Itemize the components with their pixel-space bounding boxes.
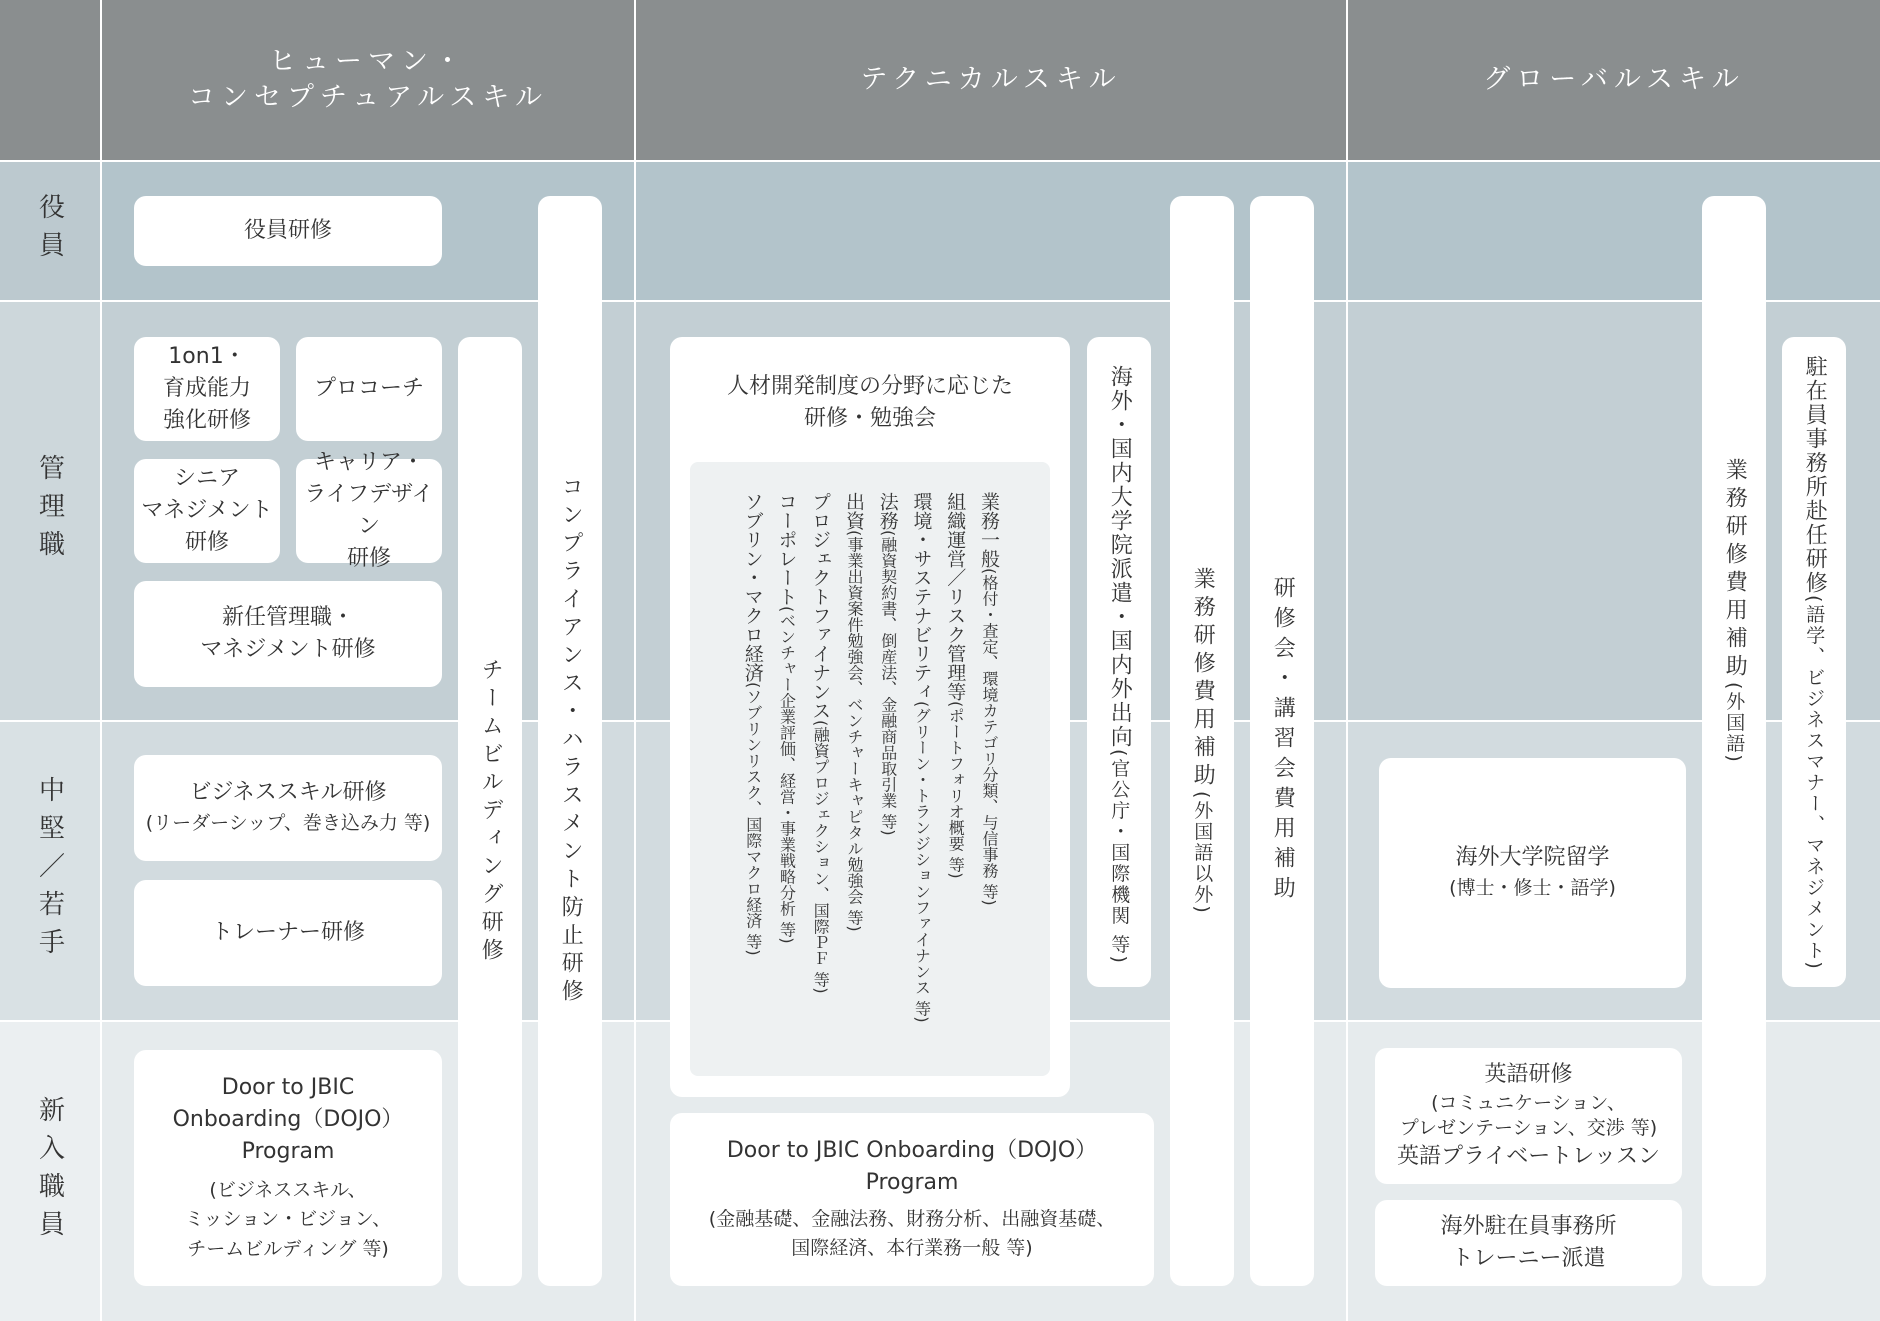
dispatch-text — [1106, 365, 1132, 965]
field-main: コーポレート — [775, 492, 798, 606]
rep-office-assignment-training-bar — [1782, 337, 1846, 987]
trainee-line: トレーニー派遣 — [1451, 1246, 1606, 1271]
business-skill-label: ビジネススキル研修 — [189, 780, 387, 806]
row-label-mid-junior — [0, 722, 100, 1020]
field-main: プロジェクトファイナンス — [809, 492, 832, 720]
row-label-new-hire-text: 新入職員 — [34, 1095, 65, 1248]
subsidy-detail: (外国語以外) — [1191, 791, 1214, 915]
column-divider — [634, 0, 636, 1321]
exec-training-box — [134, 196, 442, 266]
dojo-line: Onboarding（DOJO） — [172, 1106, 404, 1132]
rep-office-main: 駐在員事務所赴任研修 — [1802, 355, 1828, 595]
dispatch-detail: (官公庁・国際機関 等) — [1108, 749, 1131, 965]
field-title-line: 人材開発制度の分野に応じた — [726, 374, 1013, 399]
global-training-cost-subsidy-bar — [1702, 196, 1766, 1286]
field-main: 環境・サステナビリティ — [910, 492, 933, 701]
subsidy-text — [1189, 567, 1215, 915]
dojo-note-line: (ビジネススキル、 — [209, 1178, 367, 1201]
technical-dojo-title2: Program — [865, 1170, 959, 1196]
field-item-corporate — [774, 492, 798, 1076]
field-item-sustainability — [909, 492, 933, 1076]
dojo-program-box — [134, 1050, 442, 1286]
english-line: プレゼンテーション、交渉 等) — [1399, 1117, 1658, 1139]
field-main: 法務 — [876, 492, 899, 530]
technical-dojo-title: Door to JBIC Onboarding（DOJO） — [726, 1138, 1098, 1164]
field-main: 組織運営／リスク管理等 — [944, 492, 967, 701]
seminar-subsidy-label: 研修会・講習会費用補助 — [1270, 576, 1296, 906]
field-main: 出資 — [843, 492, 865, 530]
field-item-legal — [875, 492, 899, 1076]
global-subsidy-main: 業務研修費用補助 — [1722, 458, 1748, 683]
field-detail: (ベンチャー企業評価、経営・事業戦略分析 等) — [777, 606, 797, 944]
senior-management-training-box — [134, 459, 280, 563]
field-detail: (融資契約書、倒産法、金融商品取引業 等) — [878, 530, 898, 836]
field-detail: (ソブリンリスク、国際マクロ経済 等) — [743, 682, 763, 956]
new-manager-line: 新任管理職・ — [221, 605, 354, 631]
global-subsidy-text — [1721, 458, 1747, 764]
senior-mgmt-line: マネジメント — [141, 498, 273, 524]
row-label-manager-text: 管理職 — [34, 454, 65, 568]
field-item-project-finance — [808, 492, 832, 1076]
career-line: 研修 — [346, 545, 391, 571]
field-item-organization-risk — [943, 492, 967, 1076]
one-on-one-line: 育成能力 — [162, 376, 251, 402]
dojo-line: Door to JBIC — [221, 1075, 355, 1100]
business-skill-note: (リーダーシップ、巻き込み力 等) — [145, 812, 431, 835]
row-label-new-hire — [0, 1022, 100, 1321]
rep-office-detail: (語学、ビジネスマナー、マネジメント) — [1803, 595, 1826, 971]
graduate-school-dispatch-bar — [1087, 337, 1151, 987]
dojo-line: Program — [241, 1138, 335, 1164]
field-title-line: 研修・勉強会 — [803, 405, 936, 431]
trainee-line: 海外駐在員事務所 — [1440, 1214, 1617, 1240]
seminar-cost-subsidy-bar — [1250, 196, 1314, 1286]
row-label-mid-junior-text: 中堅／若手 — [34, 776, 65, 966]
overseas-grad-label: 海外大学院留学 — [1455, 845, 1610, 871]
rep-office-text — [1801, 355, 1827, 971]
compliance-label: コンプライアンス・ハラスメント防止研修 — [558, 475, 584, 1007]
english-line: 英語研修 — [1484, 1062, 1573, 1088]
column-divider — [1346, 0, 1348, 1321]
header-human-conceptual — [102, 0, 634, 160]
training-cost-subsidy-bar — [1170, 196, 1234, 1286]
one-on-one-line: 1on1・ — [168, 344, 246, 370]
procoach-label: プロコーチ — [313, 376, 424, 402]
field-item-equity — [841, 492, 865, 1076]
field-detail: (グリーン・トランジションファイナンス 等) — [912, 701, 932, 1023]
technical-dojo-note-line: 国際経済、本行業務一般 等) — [791, 1237, 1033, 1260]
dojo-note-line: チームビルディング 等) — [187, 1237, 389, 1260]
overseas-office-trainee-box — [1375, 1200, 1682, 1286]
field-item-general-business — [976, 492, 1000, 1076]
dojo-note-line: ミッション・ビジョン、 — [184, 1208, 392, 1231]
global-subsidy-detail: (外国語) — [1723, 682, 1746, 764]
field-main: ソブリン・マクロ経済 — [741, 492, 764, 682]
business-skill-training-box — [134, 755, 442, 861]
english-line: (コミュニケーション、 — [1431, 1092, 1626, 1115]
subsidy-main: 業務研修費用補助 — [1190, 567, 1216, 792]
field-detail: (ポートフォリオ概要 等) — [946, 701, 966, 879]
career-line: キャリア・ — [313, 450, 424, 476]
team-building-label: チームビルディング研修 — [478, 657, 504, 966]
header-global-label: グローバルスキル — [1483, 63, 1745, 95]
senior-mgmt-line: 研修 — [184, 529, 229, 555]
header-human-line1: ヒューマン・ — [269, 45, 467, 77]
trainer-training-box — [134, 880, 442, 986]
field-list-panel — [690, 462, 1050, 1076]
trainer-label: トレーナー研修 — [210, 920, 365, 946]
field-item-sovereign — [740, 492, 764, 1076]
english-training-box — [1375, 1048, 1682, 1184]
new-manager-line: マネジメント研修 — [200, 637, 376, 662]
field-detail: (融資プロジェクション、国際ＰＦ 等) — [811, 720, 831, 994]
team-building-training-bar — [458, 337, 522, 1286]
new-manager-training-box — [134, 581, 442, 687]
english-line: 英語プライベートレッスン — [1396, 1143, 1661, 1169]
one-on-one-training-box — [134, 337, 280, 441]
row-label-manager — [0, 302, 100, 720]
row-label-executive-text: 役員 — [34, 193, 65, 269]
overseas-grad-note: (博士・修士・語学) — [1449, 877, 1616, 900]
field-detail: (格付・査定、環境カテゴリ分類、与信事務 等) — [980, 568, 999, 906]
header-human-line2: コンセプチュアルスキル — [187, 82, 549, 113]
row-label-executive — [0, 162, 100, 300]
overseas-graduate-study-box — [1379, 758, 1686, 988]
header-technical-label: テクニカルスキル — [860, 63, 1122, 95]
career-line: ライフデザイン — [304, 482, 434, 539]
senior-mgmt-line: シニア — [173, 466, 240, 492]
compliance-harassment-training-bar — [538, 196, 602, 1286]
header-corner — [0, 0, 100, 160]
dispatch-main: 海外・国内大学院派遣・国内外出向 — [1107, 365, 1133, 749]
exec-training-label: 役員研修 — [243, 218, 332, 244]
technical-dojo-program-box — [670, 1113, 1154, 1286]
header-global — [1348, 0, 1880, 160]
field-main: 業務一般 — [978, 492, 1000, 568]
field-detail: (事業出資案件勉強会、ベンチャーキャピタル勉強会 等) — [845, 530, 864, 932]
one-on-one-line: 強化研修 — [162, 407, 251, 433]
career-design-training-box — [296, 450, 442, 571]
technical-dojo-note-line: (金融基礎、金融法務、財務分析、出融資基礎、 — [708, 1207, 1116, 1230]
column-divider — [100, 0, 102, 1321]
procoach-box — [296, 337, 442, 441]
header-technical — [636, 0, 1346, 160]
